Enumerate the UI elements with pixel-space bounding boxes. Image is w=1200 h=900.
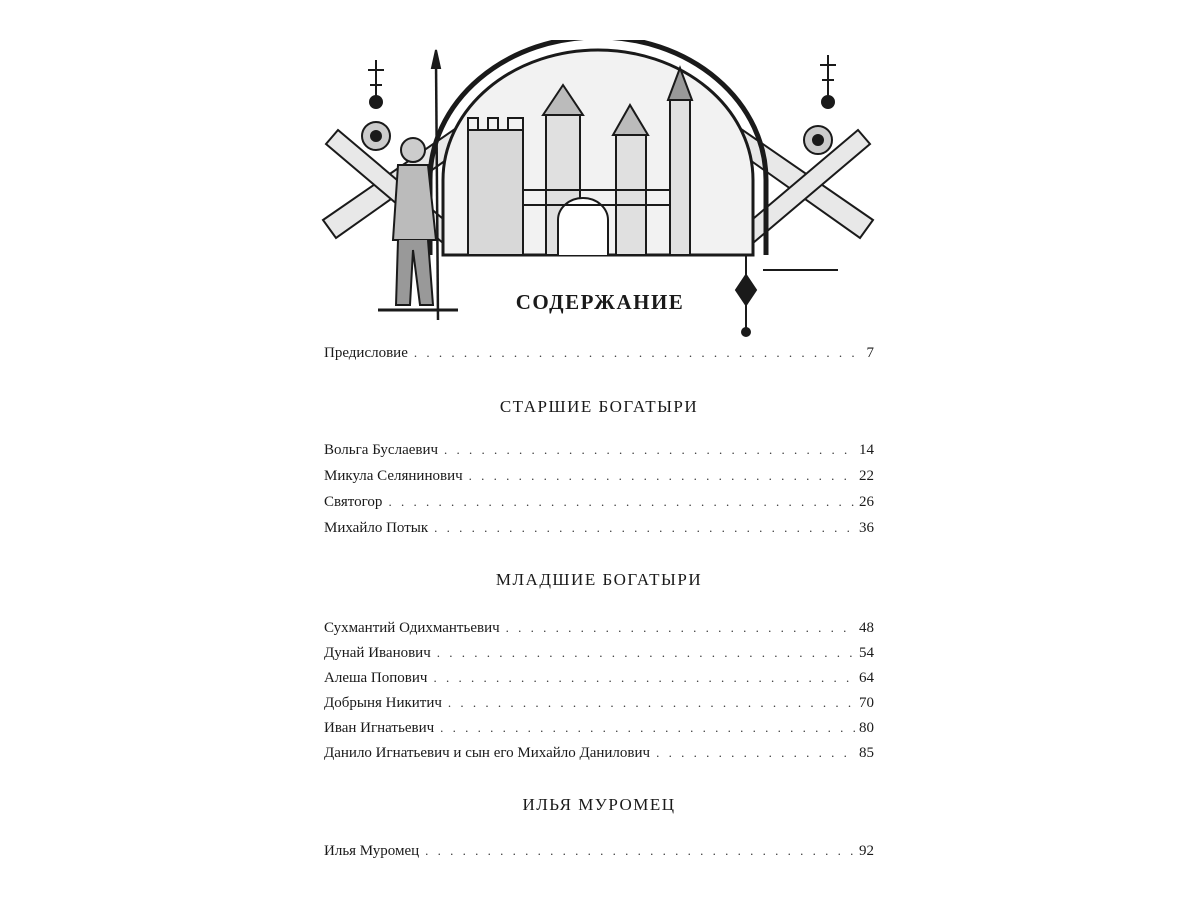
toc-leader-dots (506, 620, 855, 636)
toc-leader-dots (433, 670, 855, 686)
toc-entry-title: Святогор (324, 494, 383, 510)
castle-arch (430, 40, 766, 255)
toc-entry[interactable] (324, 645, 874, 667)
toc-entry-page: 36 (859, 520, 874, 536)
toc-entry[interactable] (324, 520, 874, 542)
toc-entry[interactable] (324, 468, 874, 490)
toc-leader-dots (434, 520, 855, 536)
toc-entry-title: Алеша Попович (324, 670, 428, 686)
toc-entry-title: Добрыня Никитич (324, 695, 442, 711)
toc-entry[interactable] (324, 494, 874, 516)
toc-leader-dots (440, 720, 855, 736)
toc-entry[interactable] (324, 720, 874, 742)
toc-entry-page: 22 (859, 468, 874, 484)
toc-entry-page: 54 (859, 645, 874, 661)
toc-entry-page: 80 (859, 720, 874, 736)
toc-entry[interactable] (324, 843, 874, 865)
toc-entry[interactable] (324, 670, 874, 692)
toc-leader-dots (444, 442, 855, 458)
page-title: СОДЕРЖАНИЕ (515, 290, 685, 314)
toc-leader-dots (414, 345, 863, 361)
toc-entry-page: 92 (859, 843, 874, 859)
toc-entry-title: Предисловие (324, 345, 408, 361)
toc-entry-title: Илья Муромец (324, 843, 420, 859)
toc-entry-title: Данило Игнатьевич и сын его Михайло Данилович (324, 745, 651, 761)
toc-entry-preface[interactable] (324, 345, 874, 367)
toc-leader-dots (656, 745, 855, 761)
toc-entry-title: Михайло Потык (324, 520, 429, 536)
toc-entry-page: 85 (859, 745, 874, 761)
section-heading-ilya: ИЛЬЯ МУРОМЕЦ (522, 795, 676, 814)
toc-entry-page: 64 (859, 670, 874, 686)
toc-entry[interactable] (324, 620, 874, 642)
toc-leader-dots (437, 645, 855, 661)
toc-entry-title: Сухмантий Одихмантьевич (324, 620, 500, 636)
toc-entry-page: 26 (859, 494, 874, 510)
toc-entry-page: 70 (859, 695, 874, 711)
toc-entry-title: Вольга Буслаевич (324, 442, 439, 458)
toc-entry[interactable] (324, 695, 874, 717)
toc-entry[interactable] (324, 442, 874, 464)
toc-entry[interactable] (324, 745, 874, 767)
toc-leader-dots (448, 695, 855, 711)
toc-entry-title: Микула Селянинович (324, 468, 463, 484)
toc-leader-dots (425, 843, 855, 859)
toc-entry-page: 14 (859, 442, 874, 458)
toc-leader-dots (469, 468, 855, 484)
toc-leader-dots (388, 494, 855, 510)
toc-entry-page: 48 (859, 620, 874, 636)
toc-entry-title: Иван Игнатьевич (324, 720, 435, 736)
section-heading-junior: МЛАДШИЕ БОГАТЫРИ (495, 570, 703, 589)
toc-entry-page: 7 (866, 345, 874, 361)
toc-entry-title: Дунай Иванович (324, 645, 431, 661)
section-heading-senior: СТАРШИЕ БОГАТЫРИ (499, 397, 699, 416)
